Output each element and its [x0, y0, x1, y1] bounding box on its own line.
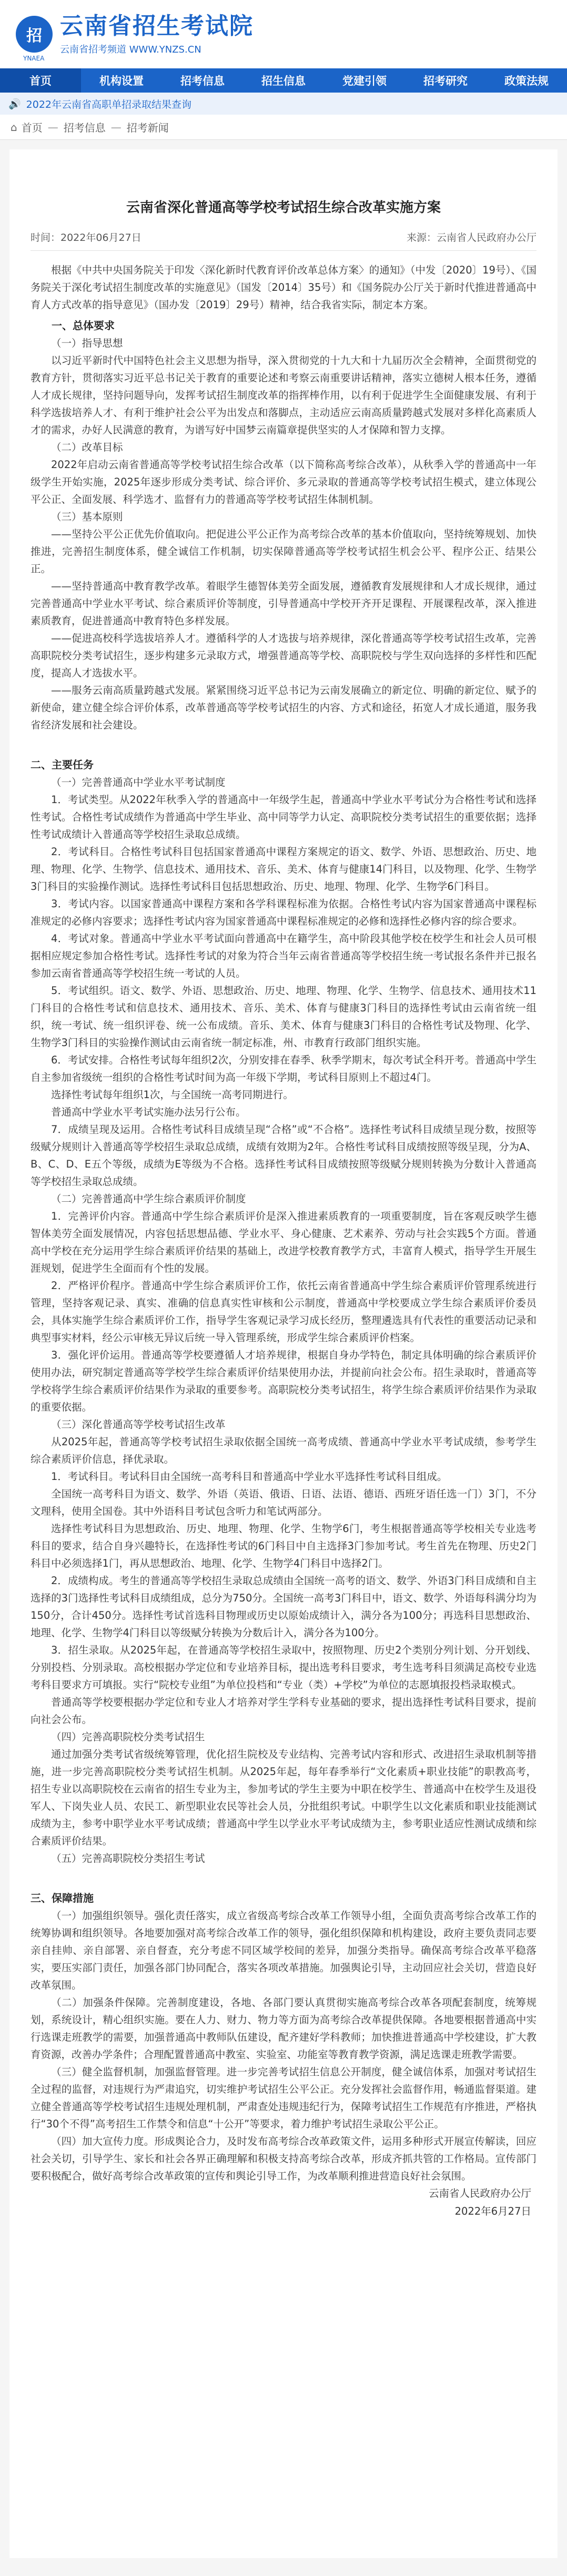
paragraph: （四）加大宣传力度。形成舆论合力，及时发布高考综合改革政策文件，运用多种形式开展宣传解读，回应社会关切，引导学生、家长和社会各界正确理解和积极支持高考综合改革，形成齐抓共管的工作格局。宣传部门要积极配合，做好高考综合改革政策的宣传和舆论引导工作，为改革顺利推进营造良好社会氛围。 [31, 2135, 536, 2182]
paragraph: 2．考试科目。合格性考试科目包括国家普通高中课程方案规定的语文、数学、外语、思想政治、历史、地理、物理、化学、生物学、信息技术、通用技术、音乐、美术、体育与健康14门科目，以及物理、化学、生物学3门科目的实验操作测试。选择性考试科目包括思想政治、历史、地理、物理、化学、生物学6门科目。 [31, 846, 536, 893]
paragraph: 1．考试科目。考试科目由全国统一高考科目和普通高中学业水平选择性考试科目组成。 [51, 1470, 448, 1483]
nav-item-party[interactable]: 党建引领 [342, 75, 387, 87]
article-title: 云南省深化普通高等学校考试招生综合改革实施方案 [126, 200, 441, 216]
section-heading: 一、总体要求 [52, 319, 115, 332]
article-date: 时间：2022年06月27日 [31, 232, 141, 244]
nav-item-home[interactable]: 首页 [0, 68, 81, 93]
logo-icon[interactable]: 招 [16, 16, 53, 53]
ticker-link[interactable]: 2022年云南省高职单招录取结果查询 [26, 98, 192, 110]
signature-org: 云南省人民政府办公厅 [428, 2187, 531, 2199]
paragraph: 3．招生录取。从2025年起，在普通高等学校招生录取中，按照物理、历史2个类别分列计划、分开划线、分别投档、分别录取。高校根据办学定位和专业培养目标，提出选考科目要求，考生选考科目须满足高校专业选考科目要求方可填报。实行“院校专业组”为单位投档和“专业（类）+学校”为单位的志愿填报投档录取模式。 [31, 1644, 536, 1691]
section-gap [31, 734, 536, 748]
paragraph: （四）完善高职院校分类考试招生 [51, 1731, 205, 1743]
paragraph: （三）深化普通高等学校考试招生改革 [51, 1418, 226, 1431]
paragraph: 2．严格评价程序。普通高中学生综合素质评价工作，依托云南省普通高中学生综合素质评价管理系统进行管理，坚持客观记录、真实、准确的信息真实性审核和公示制度，普通高中学校要成立学生综合素质评价委员会，具体实施学生综合素质评价工作，指导学生客观记录学习成长经历，整理遴选具有代表性的重要活动记录和典型事实材料，经公示审核无异议后统一导入管理系统，形成学生综合素质评价档案。 [31, 1280, 536, 1344]
site-subtitle: 云南省招考频道 WWW.YNZS.CN [60, 44, 201, 55]
paragraph: 2022年启动云南省普通高等学校考试招生综合改革（以下简称高考综合改革），从秋季入学的普通高中一年级学生开始实施，2025年逐步形成分类考试、综合评价、多元录取的普通高等学校考试招生模式，建立体现公平公正、全面发展、科学选才、监督有力的普通高等学校考试招生体制机制。 [31, 459, 536, 505]
nav-item-enroll-info[interactable]: 招生信息 [261, 75, 306, 87]
paragraph: 根据《中共中央国务院关于印发〈深化新时代教育评价改革总体方案〉的通知》（中发〔2020〕19号）、《国务院关于深化考试招生制度改革的实施意见》（国发〔2014〕35号）和《国务院办公厅关于新时代推进普通高中育人方式改革的指导意见》（国办发〔2019〕29号）精神，结合我省实际，制定本方案。 [31, 264, 536, 311]
breadcrumb-item[interactable]: 招考新闻 [126, 121, 169, 134]
paragraph: （二）改革目标 [51, 441, 123, 453]
signature-date: 2022年6月27日 [454, 2205, 531, 2217]
breadcrumb [0, 115, 567, 140]
paragraph: （一）指导思想 [51, 337, 123, 349]
section-heading: 三、保障措施 [31, 1892, 94, 1904]
home-icon: ⌂ [11, 120, 17, 134]
paragraph: （五）完善高职院校分类招生考试 [51, 1852, 205, 1864]
paragraph: 6．考试安排。合格性考试每年组织2次，分别安排在春季、秋季学期末，每次考试全科开考。普通高中学生自主参加省级统一组织的合格性考试时间为高一年级下学期，考试科目原则上不超过4门。 [31, 1054, 536, 1083]
breadcrumb-item[interactable]: 招考信息 [63, 121, 106, 134]
paragraph: 全国统一高考科目为语文、数学、外语（英语、俄语、日语、法语、德语、西班牙语任选一门）3门，不分文理科，使用全国卷。其中外语科目考试包含听力和笔试两部分。 [31, 1488, 536, 1517]
section-gap [31, 1867, 536, 1882]
speaker-icon: 🔊 [8, 98, 21, 110]
paragraph: 1．考试类型。从2022年秋季入学的普通高中一年级学生起，普通高中学业水平考试分为合格性考试和选择性考试。合格性考试成绩作为普通高中学生毕业、高中同等学力认定、高职院校分类考试招生的重要依据；选择性考试成绩计入普通高等学校招生录取总成绩。 [31, 794, 536, 840]
paragraph: 选择性考试每年组织1次，与全国统一高考同期进行。 [51, 1089, 293, 1101]
paragraph: ——服务云南高质量跨越式发展。紧紧围绕习近平总书记为云南发展确立的新定位、明确的新定位、赋予的新使命，建立健全综合评价体系，改革普通高等学校考试招生的内容、方式和途径，拓宽人才成长通道，服务我省经济发展和社会建设。 [31, 684, 536, 731]
site-title[interactable]: 云南省招生考试院 [60, 13, 254, 39]
paragraph: （二）完善普通高中学生综合素质评价制度 [51, 1193, 246, 1205]
nav-item-policy[interactable]: 政策法规 [504, 75, 549, 87]
paragraph: 选择性考试科目为思想政治、历史、地理、物理、化学、生物学6门，考生根据普通高等学校相关专业选考科目的要求，结合自身兴趣特长，在选择性考试的6门科目中自主选择3门参加考试。考生首先在物理、历史2门科目中必须选择1门，再从思想政治、地理、化学、生物学4门科目中选择2门。 [31, 1523, 536, 1569]
paragraph: （一）加强组织领导。强化责任落实，成立省级高考综合改革工作领导小组，全面负责高考综合改革工作的统筹协调和组织领导。各地要加强对高考综合改革工作的领导，强化组织保障和机构建设，政府主要负责同志要亲自挂帅、亲自部署、亲自督查，充分考虑不同区域学校间的差异，加强分类指导。确保高考综合改革平稳落实，要压实部门责任，加强各部门协同配合，落实各项改革措施。加强舆论引导，主动回应社会关切，营造良好改革氛围。 [31, 1910, 536, 1991]
site-header [0, 0, 567, 68]
article-body [31, 261, 536, 2185]
section-heading: 二、主要任务 [31, 758, 94, 771]
paragraph: （一）完善普通高中学业水平考试制度 [51, 776, 226, 788]
paragraph: ——坚持普通高中教育教学改革。着眼学生德智体美劳全面发展，遵循教育发展规律和人才成长规律，通过完善普通高中学业水平考试、综合素质评价等制度，引导普通高中学校开齐开足课程、开展课程改革，深入推进素质教育，促进普通高中教育特色多样发展。 [31, 580, 536, 627]
article-source: 来源：云南省人民政府办公厅 [406, 232, 536, 244]
news-ticker [0, 93, 567, 115]
paragraph: （二）加强条件保障。完善制度建设，各地、各部门要认真贯彻实施高考综合改革各项配套制度，统筹规划，系统设计，精心组织实施。要在人力、财力、物力等方面为高考综合改革提供保障。各地要根据普通高中实行选课走班教学的需要，加强普通高中教师队伍建设，配齐建好学科教师；加快推进普通高中学校建设，扩大教育资源，改善办学条件；合理配置普通高中教室、实验室、功能室等教育教学资源，满足选课走班教学需要。 [31, 1996, 536, 2061]
paragraph: 普通高等学校要根据办学定位和专业人才培养对学生学科专业基础的要求，提出选择性考试科目要求，提前向社会公布。 [31, 1696, 536, 1726]
paragraph: 2．成绩构成。考生的普通高等学校招生录取总成绩由全国统一高考的语文、数学、外语3门科目成绩和自主选择的3门选择性考试科目成绩组成，总分为750分。全国统一高考3门科目中，语文、数学、外语每科满分均为150分，合计450分。选择性考试首选科目物理或历史以原始成绩计入，满分各为100分；再选科目思想政治、地理、化学、生物学4门科目以等级赋分转换为分数后计入，满分各为100分。 [31, 1575, 536, 1639]
breadcrumb-home[interactable]: 首页 [21, 121, 43, 134]
main-nav [0, 68, 567, 93]
paragraph: 3．强化评价运用。普通高等学校要遵循人才培养规律，根据自身办学特色，制定具体明确的综合素质评价使用办法，研究制定普通高等学校学生综合素质评价结果使用办法，并提前向社会公布。招生录取时，普通高等学校将学生综合素质评价结果作为录取的重要参考。高职院校分类考试招生，将学生综合素质评价结果作为录取的重要依据。 [31, 1349, 536, 1413]
paragraph: ——促进高校科学选拔培养人才。遵循科学的人才选拔与培养规律，深化普通高等学校考试招生改革，完善高职院校分类考试招生，逐步构建多元录取方式，增强普通高等学校、高职院校与学生双向选择的多样性和匹配度，提高人才选拔水平。 [31, 632, 536, 679]
paragraph: 3．考试内容。以国家普通高中课程方案和各学科课程标准为依据。合格性考试内容为国家普通高中课程标准规定的必修内容要求；选择性考试内容为国家普通高中课程标准规定的必修和选择性必修内容的综合要求。 [31, 898, 536, 927]
logo-text [60, 13, 254, 56]
paragraph: （三）基本原则 [51, 511, 123, 523]
nav-item-research[interactable]: 招考研究 [423, 75, 468, 87]
paragraph: 1．完善评价内容。普通高中学生综合素质评价是深入推进素质教育的一项重要制度，旨在客观反映学生德智体美劳全面发展情况，内容包括思想品德、学业水平、身心健康、艺术素养、劳动与社会实践5个方面。普通高中学校在充分运用学生综合素质评价结果的基础上，改进学校教育教学方式，丰富育人模式，指导学生开展生涯规划，促进学生全面而有个性的发展。 [31, 1210, 536, 1274]
paragraph: 7．成绩呈现及运用。合格性考试科目成绩呈现“合格”或“不合格”。选择性考试科目成绩呈现分数，按照等级赋分规则计入普通高等学校招生录取总成绩，成绩有效期为2年。合格性考试科目成绩按照等级呈现，分为A、B、C、D、E五个等级，成绩为E等级为不合格。选择性考试科目成绩按照等级赋分规则转换为分数计入普通高等学校招生录取总成绩。 [31, 1123, 536, 1188]
paragraph: （三）健全监督机制，加强监督管理。进一步完善考试招生信息公开制度，健全诚信体系，加强对考试招生全过程的监督，对违规行为严肃追究，切实维护考试招生公平公正。充分发挥社会监督作用，畅通监督渠道。建立健全普通高等学校考试招生违规处理机制，严肃查处违规违纪行为，保障考试招生工作规范有序推进，严格执行“30个不得”高考招生工作禁令和信息“十公开”等要求，着力维护考试招生录取公平公正。 [31, 2066, 536, 2130]
breadcrumb-separator: — [110, 120, 122, 134]
paragraph: 以习近平新时代中国特色社会主义思想为指导，深入贯彻党的十九大和十九届历次全会精神，全面贯彻党的教育方针，贯彻落实习近平总书记关于教育的重要论述和考察云南重要讲话精神，落实立德树人根本任务，遵循人才成长规律，坚持问题导向，发挥考试招生制度改革的指挥棒作用，以有利于促进学生全面健康发展、有利于科学选拔培养人才、有利于维护社会公平为出发点和落脚点，主动适应云南高质量跨越式发展对多样化高素质人才的需求，办好人民满意的教育，为谱写好中国梦云南篇章提供坚实的人才保障和智力支撑。 [31, 354, 536, 436]
nav-item-org[interactable]: 机构设置 [99, 75, 144, 87]
paragraph: 从2025年起，普通高等学校考试招生录取依据全国统一高考成绩、普通高中学业水平考试成绩，参考学生综合素质评价信息，择优录取。 [31, 1436, 536, 1465]
paragraph: 4．考试对象。普通高中学业水平考试面向普通高中在籍学生，高中阶段其他学校在校学生和社会人员可根据相应规定参加合格性考试。选择性考试的对象为符合当年云南省普通高等学校招生统一考试报名条件并已报名参加云南省普通高等学校招生统一考试的人员。 [31, 932, 536, 979]
paragraph: 普通高中学业水平考试实施办法另行公布。 [51, 1106, 246, 1118]
paragraph: 通过加强分类考试省级统筹管理，优化招生院校及专业结构、完善考试内容和形式、改进招生录取机制等措施，进一步完善高职院校分类考试招生机制。从2025年起，每年春季举行“文化素质+职业技能”的职教高考，招生专业以高职院校在云南省的招生专业为主，参加考试的学生主要为中职在校学生、普通高中在校学生及退役军人、下岗失业人员、农民工、新型职业农民等社会人员，分批组织考试。中职学生以文化素质和职业技能测试成绩为主，参考中职学业水平考试成绩；普通高中学生以学业水平考试成绩为主，参考职业适应性测试成绩和综合素质评价结果。 [31, 1748, 536, 1847]
article-meta [31, 230, 536, 251]
paragraph: ——坚持公平公正优先价值取向。把促进公平公正作为高考综合改革的基本价值取向，坚持统筹规划、加快推进，完善招生制度体系，健全诚信工作机制，切实保障普通高等学校考试招生机会公平、程序公正、结果公正。 [31, 528, 536, 575]
paragraph: 5．考试组织。语文、数学、外语、思想政治、历史、地理、物理、化学、生物学、信息技术、通用技术11门科目的合格性考试和信息技术、通用技术、音乐、美术、体育与健康3门科目的选择性考试由云南省统一组织，统一考试、统一组织评卷、统一公布成绩。音乐、美术、体育与健康3门科目的合格性考试及物理、化学、生物学3门科目的实验操作测试由云南省统一制定标准，州、市教育行政部门组织实施。 [31, 985, 536, 1049]
nav-item-exam-info[interactable]: 招考信息 [180, 75, 225, 87]
breadcrumb-separator: — [47, 120, 58, 134]
article-container [9, 149, 558, 2558]
logo-en-text: YNAEA [23, 55, 45, 62]
